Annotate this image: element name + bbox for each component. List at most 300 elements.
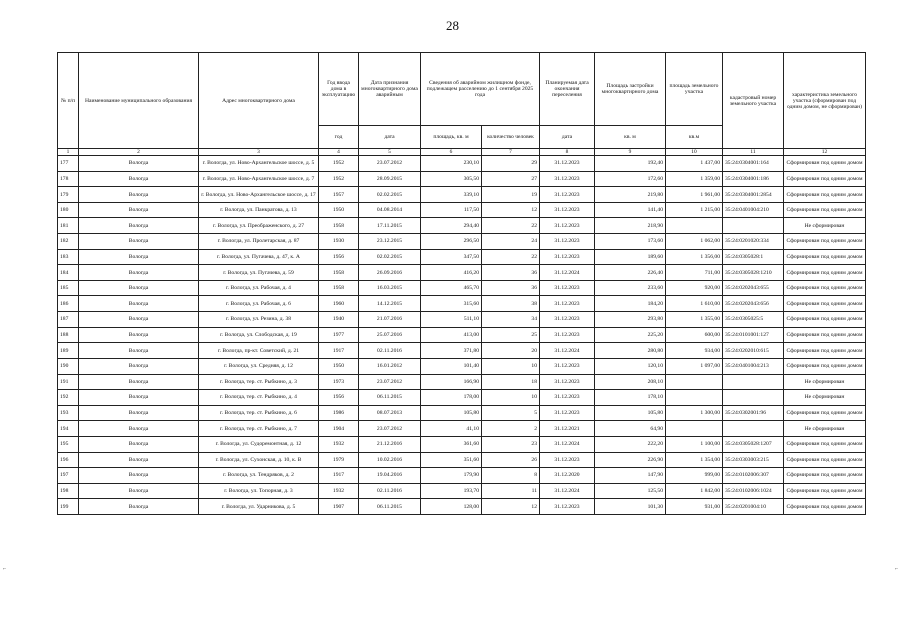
cell-building-area: 105,80 (595, 405, 666, 421)
cell-cadastral-number: 35:24:0101001:127 (723, 327, 784, 343)
cell-people: 12 (482, 202, 540, 218)
cell-people: 36 (482, 280, 540, 296)
cell-planned-date: 31.12.2024 (540, 436, 595, 452)
cell-land-characteristic: Сформирован под одним домом (784, 296, 866, 312)
cell-land-characteristic: Сформирован под одним домом (784, 312, 866, 328)
cell-address: г. Вологда, ул. Резина, д. 38 (199, 312, 319, 328)
table-body (58, 156, 866, 515)
cell-planned-date: 31.12.2023 (540, 296, 595, 312)
cell-planned-date: 31.12.2023 (540, 390, 595, 406)
cell-municipality: Вологда (79, 374, 199, 390)
cell-planned-date: 31.12.2021 (540, 421, 595, 437)
cell-number: 195 (58, 436, 79, 452)
cell-planned-date: 31.12.2023 (540, 405, 595, 421)
cell-cadastral-number: 35:24:0202043:655 (723, 280, 784, 296)
cell-address: г. Вологда, ул. Топорная, д. 3 (199, 483, 319, 499)
cell-building-area: 189,60 (595, 249, 666, 265)
cell-land-characteristic: Сформирован под одним домом (784, 234, 866, 250)
cell-address: г. Вологда, тер. ст. Рыбкино, д. 6 (199, 405, 319, 421)
cell-area: 465,70 (421, 280, 482, 296)
cell-building-area: 172,60 (595, 171, 666, 187)
cell-year-built: 1952 (319, 156, 359, 172)
cell-land-area: 931,00 (666, 499, 723, 515)
cell-building-area: 192,40 (595, 156, 666, 172)
cell-year-built: 1973 (319, 374, 359, 390)
cell-area: 371,80 (421, 343, 482, 359)
header-planned-date: Планируемая дата окончания переселения (540, 53, 595, 126)
cell-year-built: 1960 (319, 296, 359, 312)
cell-land-area: 600,00 (666, 327, 723, 343)
cell-area: 128,00 (421, 499, 482, 515)
cell-planned-date: 31.12.2023 (540, 187, 595, 203)
cell-building-area: 147,90 (595, 468, 666, 484)
cell-area: 296,50 (421, 234, 482, 250)
cell-address: г. Вологда, ул. Слободская, д. 19 (199, 327, 319, 343)
cell-land-characteristic: Не сформирован (784, 218, 866, 234)
cell-number: 184 (58, 265, 79, 281)
cell-building-area: 219,80 (595, 187, 666, 203)
cell-people: 23 (482, 436, 540, 452)
cell-municipality: Вологда (79, 499, 199, 515)
cell-cadastral-number (723, 374, 784, 390)
cell-address: г. Вологда, тер. ст. Рыбкино, д. 3 (199, 374, 319, 390)
cell-area: 166,90 (421, 374, 482, 390)
header-year-built: Год ввода дома в эксплуатацию (319, 53, 359, 126)
table-row (58, 265, 866, 281)
column-number: 9 (595, 149, 666, 156)
cell-area: 105,80 (421, 405, 482, 421)
cell-planned-date: 31.12.2023 (540, 327, 595, 343)
cell-number: 199 (58, 499, 79, 515)
cell-year-built: 1917 (319, 468, 359, 484)
cell-land-characteristic: Не сформирован (784, 390, 866, 406)
cell-cadastral-number (723, 421, 784, 437)
cell-cadastral-number: 35:24:0202010:615 (723, 343, 784, 359)
column-number: 1 (58, 149, 79, 156)
cell-people: 5 (482, 405, 540, 421)
right-edge-mark: ⌐ (895, 566, 899, 572)
cell-number: 193 (58, 405, 79, 421)
cell-people: 19 (482, 187, 540, 203)
table-row (58, 421, 866, 437)
cell-year-built: 1932 (319, 436, 359, 452)
cell-cadastral-number: 35:24:0304001:186 (723, 171, 784, 187)
cell-address: г. Вологда, ул. Рабочая, д. 4 (199, 280, 319, 296)
cell-land-area: 934,00 (666, 343, 723, 359)
cell-planned-date: 31.12.2023 (540, 280, 595, 296)
cell-land-characteristic: Сформирован под одним домом (784, 156, 866, 172)
cell-land-characteristic: Сформирован под одним домом (784, 468, 866, 484)
cell-emergency-date: 21.07.2016 (359, 312, 421, 328)
cell-number: 196 (58, 452, 79, 468)
cell-area: 413,00 (421, 327, 482, 343)
cell-municipality: Вологда (79, 234, 199, 250)
cell-number: 197 (58, 468, 79, 484)
cell-emergency-date: 10.02.2016 (359, 452, 421, 468)
header-emergency-fund: Сведения об аварийном жилищном фонде, подлежащем расселению до 1 сентября 2025 года (421, 53, 540, 126)
cell-emergency-date: 16.01.2012 (359, 358, 421, 374)
cell-people: 10 (482, 390, 540, 406)
cell-land-area: 1 842,00 (666, 483, 723, 499)
cell-municipality: Вологда (79, 421, 199, 437)
cell-land-area: 1 961,00 (666, 187, 723, 203)
cell-municipality: Вологда (79, 187, 199, 203)
cell-cadastral-number: 35:24:0302001:96 (723, 405, 784, 421)
cell-address: г. Вологда, ул. Пугачева, д. 59 (199, 265, 319, 281)
cell-number: 185 (58, 280, 79, 296)
cell-cadastral-number: 35:24:0202043:656 (723, 296, 784, 312)
cell-building-area: 184,20 (595, 296, 666, 312)
cell-land-characteristic: Сформирован под одним домом (784, 171, 866, 187)
cell-building-area: 233,60 (595, 280, 666, 296)
cell-number: 192 (58, 390, 79, 406)
cell-planned-date: 31.12.2023 (540, 452, 595, 468)
cell-municipality: Вологда (79, 343, 199, 359)
cell-municipality: Вологда (79, 265, 199, 281)
cell-area: 347,50 (421, 249, 482, 265)
table-row (58, 358, 866, 374)
cell-cadastral-number: 35:24:0102006:307 (723, 468, 784, 484)
cell-people: 22 (482, 218, 540, 234)
cell-land-area: 920,00 (666, 280, 723, 296)
cell-municipality: Вологда (79, 452, 199, 468)
cell-municipality: Вологда (79, 280, 199, 296)
cell-cadastral-number: 35:24:0305028:1207 (723, 436, 784, 452)
cell-area: 179,90 (421, 468, 482, 484)
header-municipality: Наименование муниципального образования (79, 53, 199, 149)
cell-planned-date: 31.12.2023 (540, 358, 595, 374)
cell-planned-date: 31.12.2024 (540, 265, 595, 281)
cell-number: 190 (58, 358, 79, 374)
cell-year-built: 1977 (319, 327, 359, 343)
cell-number: 194 (58, 421, 79, 437)
cell-number: 179 (58, 187, 79, 203)
cell-year-built: 1907 (319, 499, 359, 515)
cell-address: г. Вологда, тер. ст. Рыбкино, д. 4 (199, 390, 319, 406)
cell-municipality: Вологда (79, 358, 199, 374)
cell-planned-date: 31.12.2023 (540, 202, 595, 218)
cell-number: 177 (58, 156, 79, 172)
cell-address: г. Вологда, ул. Преображенского, д. 27 (199, 218, 319, 234)
cell-land-characteristic: Сформирован под одним домом (784, 265, 866, 281)
cell-municipality: Вологда (79, 390, 199, 406)
cell-people: 22 (482, 249, 540, 265)
cell-land-area: 1 300,00 (666, 405, 723, 421)
table-row (58, 280, 866, 296)
cell-address: г. Вологда, ул. Судоремонтная, д. 12 (199, 436, 319, 452)
cell-land-characteristic: Сформирован под одним домом (784, 452, 866, 468)
cell-area: 230,10 (421, 156, 482, 172)
cell-planned-date: 31.12.2023 (540, 499, 595, 515)
cell-area: 117,50 (421, 202, 482, 218)
cell-cadastral-number: 35:24:0304001:164 (723, 156, 784, 172)
cell-area: 315,60 (421, 296, 482, 312)
cell-year-built: 1952 (319, 171, 359, 187)
cell-land-area: 1 610,00 (666, 296, 723, 312)
cell-municipality: Вологда (79, 405, 199, 421)
cell-address: г. Вологда, ул. Пугачева, д. 47, к. А (199, 249, 319, 265)
cell-year-built: 1932 (319, 483, 359, 499)
cell-address: г. Вологда, пр-кт. Советский, д. 21 (199, 343, 319, 359)
column-number: 2 (79, 149, 199, 156)
table-row (58, 452, 866, 468)
subheader-year: год (319, 126, 359, 149)
cell-building-area: 120,10 (595, 358, 666, 374)
cell-municipality: Вологда (79, 202, 199, 218)
cell-number: 182 (58, 234, 79, 250)
cell-number: 180 (58, 202, 79, 218)
cell-people: 38 (482, 296, 540, 312)
cell-people: 25 (482, 327, 540, 343)
cell-emergency-date: 04.08.2014 (359, 202, 421, 218)
cell-people: 10 (482, 358, 540, 374)
cell-number: 191 (58, 374, 79, 390)
cell-land-area (666, 421, 723, 437)
cell-cadastral-number: 35:24:0401004:213 (723, 358, 784, 374)
table-row (58, 436, 866, 452)
cell-people: 34 (482, 312, 540, 328)
cell-area: 193,70 (421, 483, 482, 499)
cell-year-built: 1979 (319, 452, 359, 468)
cell-cadastral-number: 35:24:0102006:1024 (723, 483, 784, 499)
cell-year-built: 1958 (319, 218, 359, 234)
cell-area: 416,20 (421, 265, 482, 281)
cell-building-area: 218,90 (595, 218, 666, 234)
cell-planned-date: 31.12.2024 (540, 343, 595, 359)
emergency-housing-table (57, 52, 866, 515)
cell-area: 101,40 (421, 358, 482, 374)
cell-people: 29 (482, 156, 540, 172)
cell-year-built: 1958 (319, 280, 359, 296)
cell-emergency-date: 28.09.2015 (359, 171, 421, 187)
cell-building-area: 222,20 (595, 436, 666, 452)
cell-number: 189 (58, 343, 79, 359)
column-number: 12 (784, 149, 866, 156)
table-row (58, 202, 866, 218)
cell-year-built: 1950 (319, 202, 359, 218)
cell-year-built: 1957 (319, 187, 359, 203)
cell-area: 294,40 (421, 218, 482, 234)
cell-year-built: 1958 (319, 265, 359, 281)
cell-land-characteristic: Сформирован под одним домом (784, 280, 866, 296)
cell-emergency-date: 21.12.2016 (359, 436, 421, 452)
cell-year-built: 1930 (319, 234, 359, 250)
cell-number: 188 (58, 327, 79, 343)
cell-emergency-date: 23.07.2012 (359, 421, 421, 437)
cell-year-built: 1956 (319, 249, 359, 265)
cell-land-area: 1 356,00 (666, 249, 723, 265)
subheader-sq-m: кв. м (595, 126, 666, 149)
cell-cadastral-number: 35:24:0305025:5 (723, 312, 784, 328)
cell-emergency-date: 19.04.2016 (359, 468, 421, 484)
cell-year-built: 1904 (319, 421, 359, 437)
cell-cadastral-number (723, 218, 784, 234)
cell-emergency-date: 17.11.2015 (359, 218, 421, 234)
cell-municipality: Вологда (79, 468, 199, 484)
cell-cadastral-number (723, 390, 784, 406)
cell-number: 183 (58, 249, 79, 265)
cell-year-built: 1956 (319, 390, 359, 406)
cell-land-area: 1 100,00 (666, 436, 723, 452)
cell-building-area: 64,90 (595, 421, 666, 437)
cell-cadastral-number: 35:24:0304001:2854 (723, 187, 784, 203)
cell-year-built: 1950 (319, 358, 359, 374)
column-number: 11 (723, 149, 784, 156)
cell-address: г. Вологда, тер. ст. Рыбкино, д. 7 (199, 421, 319, 437)
cell-area: 178,00 (421, 390, 482, 406)
cell-municipality: Вологда (79, 156, 199, 172)
cell-land-characteristic: Сформирован под одним домом (784, 436, 866, 452)
cell-people: 26 (482, 452, 540, 468)
cell-municipality: Вологда (79, 483, 199, 499)
cell-land-characteristic: Не сформирован (784, 374, 866, 390)
cell-planned-date: 31.12.2024 (540, 483, 595, 499)
cell-building-area: 178,10 (595, 390, 666, 406)
cell-building-area: 125,50 (595, 483, 666, 499)
cell-emergency-date: 26.09.2016 (359, 265, 421, 281)
header-building-area: Площадь застройки многоквартирного дома (595, 53, 666, 126)
cell-land-characteristic: Сформирован под одним домом (784, 249, 866, 265)
cell-land-area: 1 355,00 (666, 312, 723, 328)
cell-planned-date: 31.12.2023 (540, 249, 595, 265)
left-edge-mark: ⌐ (3, 566, 7, 572)
cell-emergency-date: 23.12.2015 (359, 234, 421, 250)
cell-address: г. Вологда, ул. Средняя, д. 12 (199, 358, 319, 374)
cell-land-area: 1 354,00 (666, 452, 723, 468)
cell-number: 178 (58, 171, 79, 187)
cell-municipality: Вологда (79, 296, 199, 312)
cell-municipality: Вологда (79, 249, 199, 265)
column-number: 8 (540, 149, 595, 156)
cell-emergency-date: 23.07.2012 (359, 374, 421, 390)
cell-number: 198 (58, 483, 79, 499)
cell-planned-date: 31.12.2023 (540, 374, 595, 390)
cell-land-area: 1 215,00 (666, 202, 723, 218)
cell-address: г. Вологда, ул. Ново-Архангельское шоссе, д. 7 (199, 171, 319, 187)
column-number: 4 (319, 149, 359, 156)
cell-people: 36 (482, 265, 540, 281)
cell-address: г. Вологда, ул. Рабочая, д. 6 (199, 296, 319, 312)
cell-area: 339,10 (421, 187, 482, 203)
cell-municipality: Вологда (79, 312, 199, 328)
cell-emergency-date: 06.11.2015 (359, 499, 421, 515)
cell-planned-date: 31.12.2020 (540, 468, 595, 484)
cell-number: 186 (58, 296, 79, 312)
cell-address: г. Вологда, ул. Панкратова, д. 13 (199, 202, 319, 218)
table-row (58, 171, 866, 187)
cell-land-characteristic: Сформирован под одним домом (784, 358, 866, 374)
cell-land-characteristic: Сформирован под одним домом (784, 405, 866, 421)
cell-emergency-date: 02.02.2015 (359, 249, 421, 265)
table-row (58, 327, 866, 343)
cell-cadastral-number: 35:24:0305028:1210 (723, 265, 784, 281)
cell-people: 18 (482, 374, 540, 390)
subheader-land-sq-m: кв.м (666, 126, 723, 149)
cell-cadastral-number: 35:24:0201004:10 (723, 499, 784, 515)
cell-planned-date: 31.12.2023 (540, 234, 595, 250)
table-row (58, 405, 866, 421)
subheader-planned-date: дата (540, 126, 595, 149)
header-land-characteristic: характеристика земельного участка (сформирован под одним домом, не сформирован) (784, 53, 866, 149)
cell-building-area: 226,90 (595, 452, 666, 468)
cell-land-area: 1 437,00 (666, 156, 723, 172)
cell-municipality: Вологда (79, 171, 199, 187)
cell-planned-date: 31.12.2023 (540, 218, 595, 234)
column-number: 10 (666, 149, 723, 156)
table-row (58, 468, 866, 484)
column-number: 5 (359, 149, 421, 156)
cell-building-area: 173,60 (595, 234, 666, 250)
cell-land-area: 999,00 (666, 468, 723, 484)
cell-land-characteristic: Сформирован под одним домом (784, 343, 866, 359)
header-emergency-date: Дата признания многоквартирного дома аварийным (359, 53, 421, 126)
table-row (58, 218, 866, 234)
column-number: 6 (421, 149, 482, 156)
cell-cadastral-number: 35:24:0401004:210 (723, 202, 784, 218)
cell-land-characteristic: Сформирован под одним домом (784, 483, 866, 499)
header-address: Адрес многоквартирного дома (199, 53, 319, 149)
cell-cadastral-number: 35:24:0305028:1 (723, 249, 784, 265)
cell-emergency-date: 16.03.2015 (359, 280, 421, 296)
cell-cadastral-number: 35:24:0201020:334 (723, 234, 784, 250)
table-row (58, 499, 866, 515)
cell-land-characteristic: Не сформирован (784, 421, 866, 437)
cell-address: г. Вологда, ул. Пролетарская, д. 87 (199, 234, 319, 250)
cell-number: 181 (58, 218, 79, 234)
cell-planned-date: 31.12.2023 (540, 171, 595, 187)
column-number: 7 (482, 149, 540, 156)
cell-building-area: 101,30 (595, 499, 666, 515)
cell-people: 11 (482, 483, 540, 499)
table-row (58, 343, 866, 359)
cell-building-area: 280,80 (595, 343, 666, 359)
subheader-date: дата (359, 126, 421, 149)
cell-cadastral-number: 35:24:0303003:215 (723, 452, 784, 468)
cell-address: г. Вологда, ул. Сухонская, д. 10, к. В (199, 452, 319, 468)
cell-people: 12 (482, 499, 540, 515)
cell-area: 41,10 (421, 421, 482, 437)
cell-year-built: 1917 (319, 343, 359, 359)
cell-emergency-date: 02.02.2015 (359, 187, 421, 203)
table-row (58, 187, 866, 203)
cell-municipality: Вологда (79, 436, 199, 452)
cell-land-area (666, 218, 723, 234)
header-land-area: площадь земельного участка (666, 53, 723, 126)
cell-emergency-date: 08.07.2013 (359, 405, 421, 421)
cell-building-area: 208,10 (595, 374, 666, 390)
cell-municipality: Вологда (79, 218, 199, 234)
cell-land-characteristic: Сформирован под одним домом (784, 499, 866, 515)
cell-people: 27 (482, 171, 540, 187)
subheader-people: количество человек (482, 126, 540, 149)
cell-land-characteristic: Сформирован под одним домом (784, 187, 866, 203)
cell-people: 20 (482, 343, 540, 359)
cell-address: г. Вологда, ул. Тендряков, д. 2 (199, 468, 319, 484)
cell-year-built: 1986 (319, 405, 359, 421)
cell-address: г. Вологда, ул. Ново-Архангельское шоссе, д. 5 (199, 156, 319, 172)
cell-municipality: Вологда (79, 327, 199, 343)
table-row (58, 156, 866, 172)
cell-year-built: 1940 (319, 312, 359, 328)
subheader-area: площадь, кв. м (421, 126, 482, 149)
cell-planned-date: 31.12.2023 (540, 312, 595, 328)
cell-area: 361,60 (421, 436, 482, 452)
cell-land-area: 1 062,00 (666, 234, 723, 250)
column-number: 3 (199, 149, 319, 156)
table-row (58, 390, 866, 406)
table-row (58, 249, 866, 265)
cell-emergency-date: 25.07.2016 (359, 327, 421, 343)
